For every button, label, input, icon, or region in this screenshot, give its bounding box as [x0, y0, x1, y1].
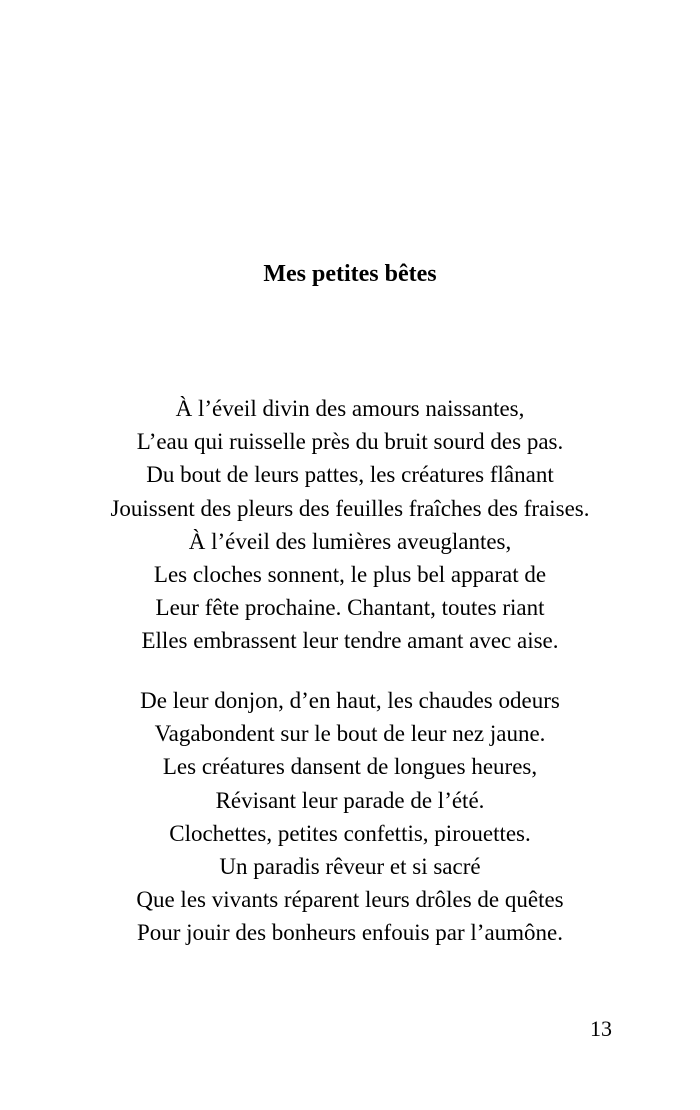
- verse-line: Clochettes, petites confettis, pirouettes.: [169, 820, 531, 846]
- stanza-2: [0, 684, 700, 950]
- verse-line: À l’éveil des lumières aveuglantes,: [188, 528, 512, 554]
- verse-line: De leur donjon, d’en haut, les chaudes odeurs: [140, 688, 560, 713]
- verse-line: Révisant leur parade de l’été.: [215, 787, 485, 813]
- verse-line: Elles embrassent leur tendre amant avec aise.: [141, 628, 559, 654]
- verse-line: L’eau qui ruisselle près du bruit sourd des pas.: [136, 429, 564, 455]
- verse-line: Un paradis rêveur et si sacré: [219, 854, 481, 880]
- verse-line: Pour jouir des bonheurs enfouis par l’aumône.: [136, 920, 564, 946]
- page-number: 13: [590, 1016, 612, 1041]
- verse-line: Jouissent des pleurs des feuilles fraîches des fraises.: [110, 495, 590, 521]
- poem-title: Mes petites bêtes: [263, 261, 437, 287]
- verse-line: Vagabondent sur le bout de leur nez jaune.: [154, 721, 546, 747]
- verse-line: Leur fête prochaine. Chantant, toutes riant: [155, 595, 545, 621]
- stanza-1: [0, 392, 700, 658]
- verse-line: Les créatures dansent de longues heures,: [162, 754, 538, 780]
- verse-line: Les cloches sonnent, le plus bel apparat de: [153, 562, 547, 588]
- verse-line: Du bout de leurs pattes, les créatures flânant: [146, 462, 554, 488]
- verse-line: À l’éveil divin des amours naissantes,: [175, 396, 525, 421]
- verse-line: Que les vivants réparent leurs drôles de quêtes: [136, 887, 564, 913]
